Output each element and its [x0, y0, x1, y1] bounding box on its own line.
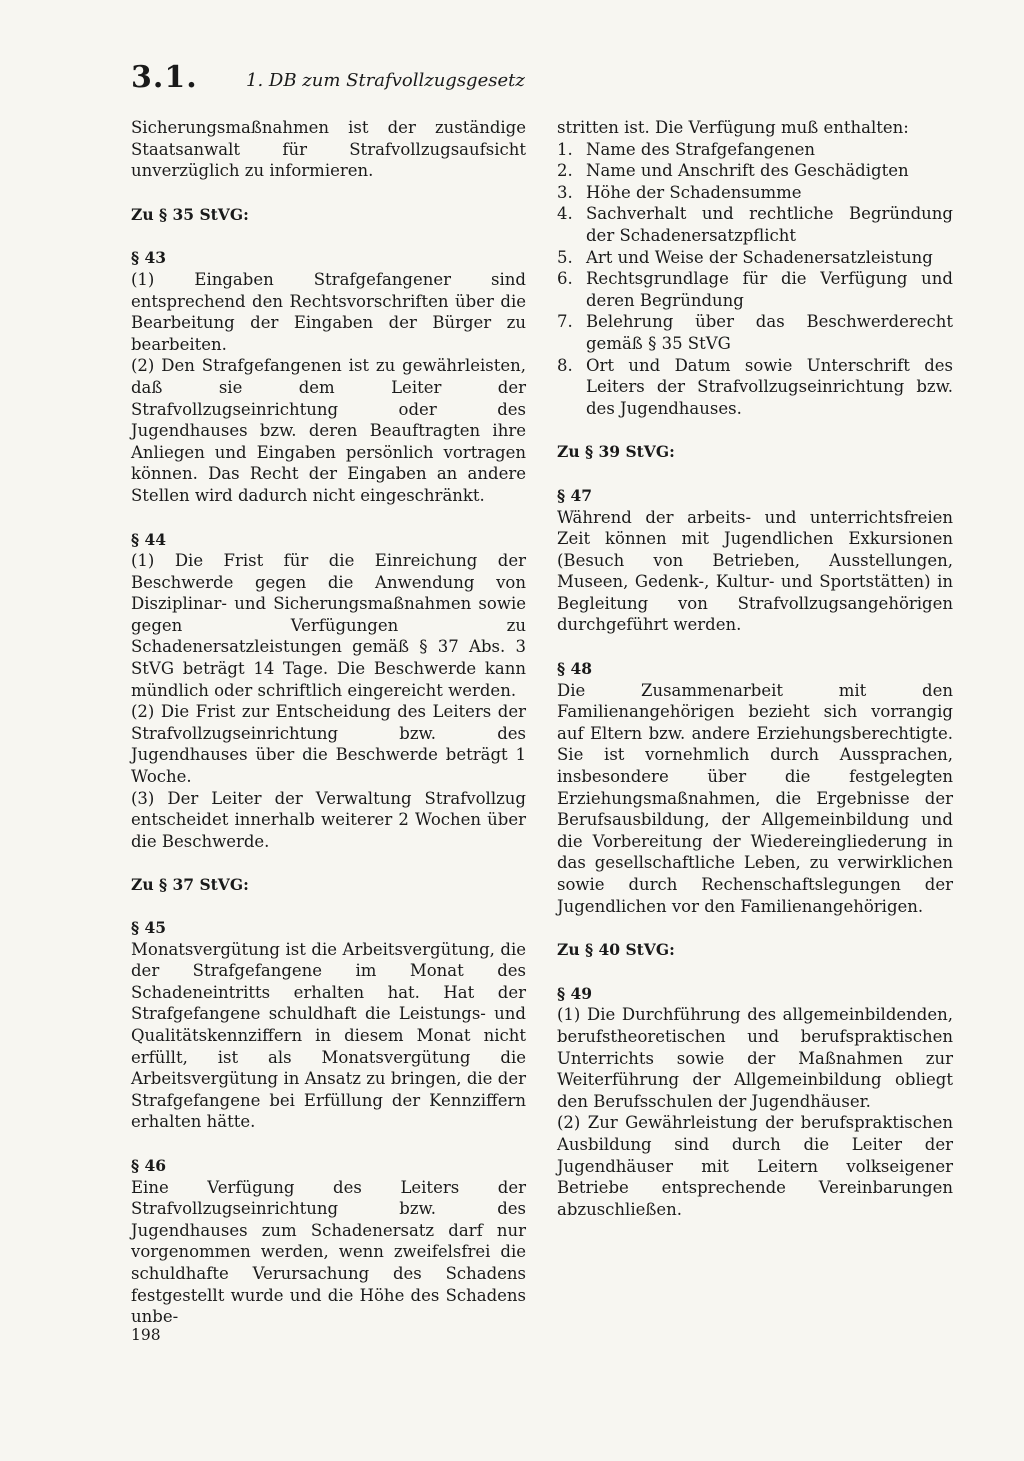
running-title: 1. DB zum Strafvollzugsgesetz — [246, 70, 525, 91]
list-text: Sachverhalt und rechtliche Begründung der Schadenersatzpflicht — [586, 204, 953, 245]
paragraph-number: § 47 — [557, 485, 593, 505]
paragraph: Eine Verfügung des Leiters der Strafvollzugseinrichtung bzw. des Jugendhauses zum Schadenersatz darf nur vorgenommen werden, wenn zweifelsfrei die schuldhafte Verursachung des Schadens festgestellt wurde und die Höhe des Schadens unbe- — [131, 1177, 526, 1327]
list-item — [557, 247, 953, 269]
paragraph-number: § 49 — [557, 983, 593, 1003]
paragraph: (1) Eingaben Strafgefangener sind entsprechend den Rechtsvorschriften über die Bearbeitung der Eingaben der Bürger zu bearbeiten. — [131, 269, 526, 354]
paragraph: (2) Den Strafgefangenen ist zu gewährleisten, daß sie dem Leiter der Strafvollzugseinrichtung oder des Jugendhauses bzw. deren Beauftragten ihre Anliegen und Eingaben persönlich vortragen können. Das Recht der Eingaben an andere Stellen wird dadurch nicht eingeschränkt. — [131, 356, 526, 505]
list-item — [557, 139, 953, 161]
list-item — [557, 311, 953, 354]
paragraph-number: § 43 — [131, 248, 167, 268]
requirements-list — [557, 139, 953, 420]
list-item — [557, 268, 953, 311]
paragraph: Monatsvergütung ist die Arbeitsvergütung, die der Strafgefangene im Monat des Schadeneintritts erhalten hat. Hat der Strafgefangene schuldhaft die Leistungs- und Qualitätskennziffern in diesem Monat nicht erfüllt, ist als Monatsvergütung die Arbeitsvergütung in Ansatz zu bringen, die der Strafgefangene bei Erfüllung der Kennziffern erhalten hätte. — [131, 939, 526, 1132]
list-item — [557, 160, 953, 182]
list-number: 3. — [557, 182, 573, 202]
list-text: Rechtsgrundlage für die Verfügung und deren Begründung — [586, 269, 953, 310]
section-heading: Zu § 37 StVG: — [131, 875, 249, 895]
section-heading: Zu § 39 StVG: — [557, 442, 675, 462]
list-text: Höhe der Schadensumme — [586, 182, 802, 202]
paragraph: (1) Die Frist für die Einreichung der Beschwerde gegen die Anwendung von Disziplinar- und Sicherungsmaßnahmen sowie gegen Verfügungen zu Schadenersatzleistungen gemäß § 37 Abs. 3 StVG beträgt 14 Tage. Die Beschwerde kann mündlich oder schriftlich eingereicht werden. — [131, 551, 526, 700]
paragraph: (3) Der Leiter der Verwaltung Strafvollzug entscheidet innerhalb weiterer 2 Wochen über die Beschwerde. — [131, 788, 526, 851]
paragraph-number: § 44 — [131, 529, 167, 549]
left-column — [131, 117, 526, 1328]
list-text: Belehrung über das Beschwerderecht gemäß § 35 StVG — [586, 312, 953, 353]
paragraph: Sicherungsmaßnahmen ist der zuständige Staatsanwalt für Strafvollzugsaufsicht unverzüglich zu informieren. — [131, 118, 526, 181]
list-number: 4. — [557, 204, 573, 224]
paragraph: (2) Die Frist zur Entscheidung des Leiters der Strafvollzugseinrichtung bzw. des Jugendhauses über die Beschwerde beträgt 1 Woche. — [131, 702, 526, 787]
paragraph: (1) Die Durchführung des allgemeinbildenden, berufstheoretischen und berufspraktischen Unterrichts sowie der Maßnahmen zur Weiterführung der Allgemeinbildung obliegt den Berufsschulen der Jugendhäuser. — [557, 1005, 953, 1111]
list-text: Art und Weise der Schadenersatzleistung — [586, 247, 933, 267]
chapter-number: 3.1. — [131, 60, 198, 95]
list-text: Name des Strafgefangenen — [586, 139, 815, 159]
list-number: 8. — [557, 355, 573, 375]
right-column — [557, 117, 953, 1220]
paragraph: Die Zusammenarbeit mit den Familienangehörigen bezieht sich vorrangig auf Eltern bzw. andere Erziehungsberechtigte. Sie ist vornehmlich durch Aussprachen, insbesondere über die festgelegten Erziehungsmaßnahmen, die Ergebnisse der Berufsausbildung, der Allgemeinbildung und die Vorbereitung der Wiedereingliederung in das gesellschaftliche Leben, zu verwirklichen sowie durch Rechenschaftslegungen der Jugendlichen vor den Familienangehörigen. — [557, 680, 953, 916]
list-item — [557, 203, 953, 246]
list-text: Name und Anschrift des Geschädigten — [586, 161, 909, 181]
page-number: 198 — [131, 1326, 161, 1344]
section-heading: Zu § 40 StVG: — [557, 940, 675, 960]
paragraph: stritten ist. Die Verfügung muß enthalten: — [557, 118, 909, 137]
list-item — [557, 355, 953, 420]
list-text: Ort und Datum sowie Unterschrift des Leiters der Strafvollzugseinrichtung bzw. des Jugendhauses. — [586, 355, 953, 418]
list-number: 1. — [557, 139, 573, 159]
section-heading: Zu § 35 StVG: — [131, 204, 249, 224]
list-number: 5. — [557, 247, 573, 267]
paragraph: (2) Zur Gewährleistung der berufspraktischen Ausbildung sind durch die Leiter der Jugendhäuser mit Leitern volkseigener Betriebe entsprechende Vereinbarungen abzuschließen. — [557, 1113, 953, 1219]
list-number: 7. — [557, 312, 573, 332]
list-item — [557, 182, 953, 204]
list-number: 6. — [557, 269, 573, 289]
paragraph-number: § 48 — [557, 659, 593, 679]
list-number: 2. — [557, 161, 573, 181]
paragraph-number: § 46 — [131, 1155, 167, 1175]
paragraph-number: § 45 — [131, 918, 167, 937]
paragraph: Während der arbeits- und unterrichtsfreien Zeit können mit Jugendlichen Exkursionen (Besuch von Betrieben, Ausstellungen, Museen, Gedenk-, Kultur- und Sportstätten) in Begleitung von Strafvollzugsangehörigen durchgeführt werden. — [557, 507, 953, 635]
